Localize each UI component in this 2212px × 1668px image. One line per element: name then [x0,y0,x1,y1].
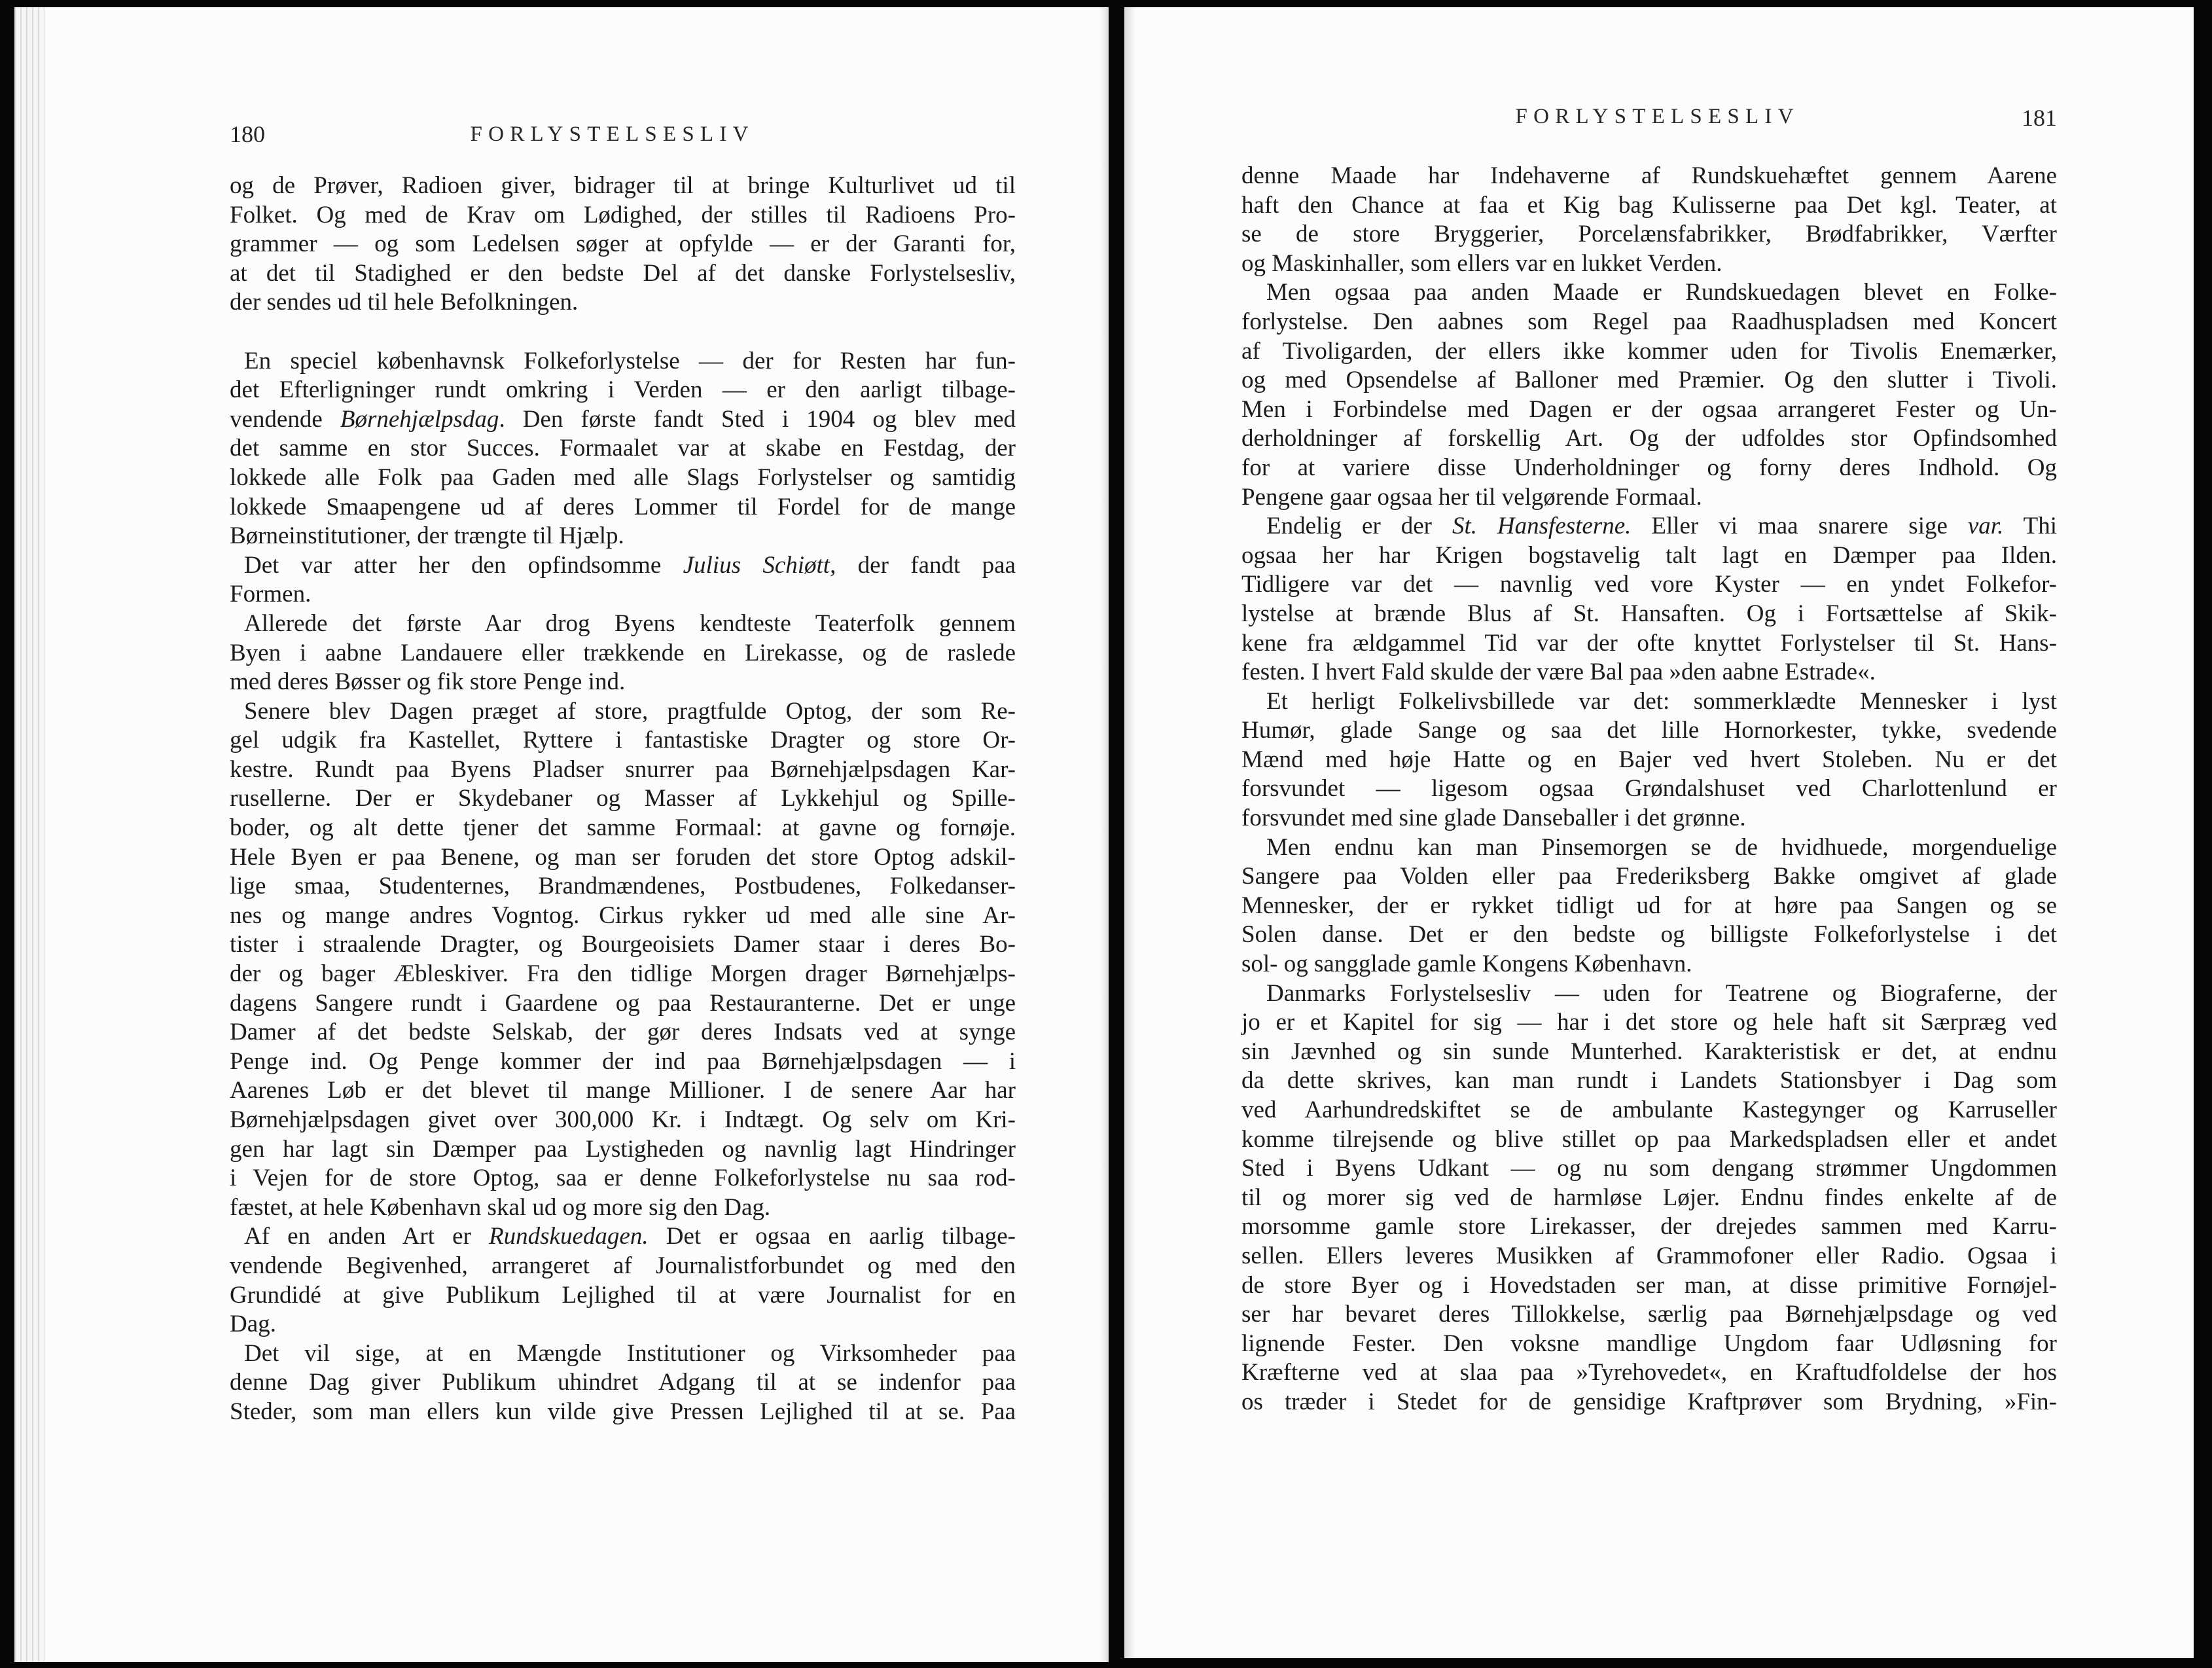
text-line: Men endnu kan man Pinsemorgen se de hvidhuede, morgenduelige [1266,833,2057,861]
text-line: sellen. Ellers leveres Musikken af Grammofoner eller Radio. Ogsaa i [1241,1242,2057,1269]
italic-run: St. Hansfesterne. [1452,513,1632,540]
page-number: 181 [2022,105,2057,131]
paragraph [1241,278,2057,512]
text-line: Sted i Byens Udkant — og nu som dengang strømmer Ungdommen [1241,1155,2057,1182]
text-line: af Tivoligarden, der ellers ikke kommer uden for Tivolis Enemærker, [1241,337,2057,365]
text-line: ogsaa her har Krigen bogstavelig talt lagt en Dæmper paa Ilden. [1241,541,2057,569]
text-run: Det er ogsaa en aarlig tilbage- [648,1223,1016,1250]
text-run: . Den første fandt Sted i 1904 og blev med [499,405,1016,433]
paragraph [1241,512,2057,687]
text-line: og de Prøver, Radioen giver, bidrager til at bringe Kulturlivet ud til [230,172,1016,199]
text-line: denne Dag giver Publikum uhindret Adgang til at se indenfor paa [230,1369,1016,1396]
text-line: fæstet, at hele København skal ud og more sig den Dag. [230,1193,771,1221]
text-line: Mænd med høje Hatte og en Bajer ved hvert Stoleben. Nu er det [1241,746,2057,773]
text-line: Tidligere var det — navnlig ved vore Kyster — en yndet Folkefor- [1241,571,2057,598]
text-line: sin Jævnhed og sin sunde Munterhed. Karakteristisk er det, at endnu [1241,1038,2057,1065]
italic-run: Rundskuedagen. [489,1223,649,1250]
text-line: lystelse at brænde Blus af St. Hansaften. Og i Fortsættelse af Skik- [1241,600,2057,627]
text-line: gen har lagt sin Dæmper paa Lystigheden og navnlig lagt Hindringer [230,1135,1016,1163]
text-line: der og bager Æbleskiver. Fra den tidlige Morgen drager Børnehjælps- [230,960,1016,988]
text-line: til og morer sig ved de harmløse Løjer. Endnu findes enkelte af de [1241,1184,2057,1211]
text-line: komme tilrejsende og blive stillet op paa Markedspladsen eller et andet [1241,1125,2057,1153]
text-run: Det var atter her den opfindsomme [244,551,683,579]
text-line: at det til Stadighed er den bedste Del af det danske Forlystelsesliv, [230,259,1016,287]
text-line: da dette skrives, kan man rundt i Landets Stationsbyer i Dag som [1241,1067,2057,1095]
text-line: lokkede Smaapengene ud af deres Lommer til Fordel for de mange [230,493,1016,520]
text-line: boder, og alt dette tjener det samme Formaal: at gavne og fornøje. [230,814,1016,842]
paragraph [230,697,1016,1223]
text-line: Dag. [230,1311,276,1338]
text-line: tister i straalende Dragter, og Bourgeoisiets Damer staar i deres Bo- [230,931,1016,958]
text-line: vendende Begivenhed, arrangeret af Journalistforbundet og med den [230,1252,1016,1279]
text-run: Eller vi maa snarere sige [1631,513,1968,540]
gutter-shadow [1124,7,1136,1658]
text-line: derholdninger af forskellig Art. Og der udfoldes stor Opfindsomhed [1241,425,2057,452]
right-book-page [1124,7,2194,1658]
text-line: lignende Fester. Den voksne mandlige Ungdom faar Udløsning for [1241,1330,2057,1357]
text-line: forsvundet med sine glade Danseballer i det grønne. [1241,805,1746,832]
text-line: Folket. Og med de Krav om Lødighed, der stilles til Radioens Pro- [230,201,1016,228]
text-line: gel udgik fra Kastellet, Ryttere i fantastiske Dragter og store Or- [230,727,1016,754]
text-line: i Vejen for de store Optog, saa er denne Folkeforlystelse nu saa rod- [230,1165,1016,1192]
text-line: Damer af det bedste Selskab, der gør deres Indsats ved at synge [230,1019,1016,1046]
text-line: sol- og sangglade gamle Kongens København. [1241,951,1692,978]
text-line: lige smaa, Studenternes, Brandmændenes, Postbudenes, Folkedanser- [230,873,1016,900]
text-line: Danmarks Forlystelsesliv — uden for Teatrene og Biograferne, der [1266,979,2057,1007]
text-run: Af en anden Art er [244,1223,490,1250]
text-run: Thi [2003,513,2058,540]
text-line: haft den Chance at faa et Kig bag Kulisserne paa Det kgl. Teater, at [1241,191,2057,219]
text-run: der fandt paa [836,551,1016,579]
text-line: Byen i aabne Landauere eller trækkende en Lirekasse, og de raslede [230,639,1016,666]
text-line: de store Byer og i Hovedstaden ser man, at disse primitive Fornøjel- [1241,1271,2057,1299]
text-line: Hele Byen er paa Benene, og man ser foruden det store Optog adskil- [230,843,1016,871]
page-stack-edge [14,7,45,1662]
text-line: se de store Bryggerier, Porcelænsfabrikker, Brødfabrikker, Værfter [1241,221,2057,248]
text-line: det Efterligninger rundt omkring i Verden — er den aarligt tilbage- [230,376,1016,404]
text-line: det samme en stor Succes. Formaalet var at skabe en Festdag, der [230,435,1016,462]
text-line: kestre. Rundt paa Byens Pladser snurrer paa Børnehjælpsdagen Kar- [230,755,1016,783]
text-run: Endelig er der [1266,513,1452,540]
running-head: FORLYSTELSESLIV [1515,105,1800,128]
text-line: ved Aarhundredskiftet se de ambulante Kastegynger og Karruseller [1241,1097,2057,1123]
text-line: lokkede alle Folk paa Gaden med alle Slags Forlystelser og samtidig [230,463,1016,491]
text-run: vendende [230,405,340,433]
text-line: der sendes ud til hele Befolkningen. [230,289,579,316]
paragraph [230,1222,1016,1339]
text-section [230,172,1016,317]
italic-run: Børnehjælpsdag [340,405,499,433]
text-line: dagens Sangere rundt i Gaardene og paa Restauranterne. Det er unge [230,989,1016,1017]
text-line [230,551,1016,581]
text-line: Et herligt Folkelivsbillede var det: sommerklædte Mennesker i lyst [1266,687,2057,715]
text-line: forsvundet — ligesom ogsaa Grøndalshuset ved Charlottenlund er [1241,775,2057,803]
text-line: jo er et Kapitel for sig — har i det store og hele haft sit Særpræg ved [1241,1009,2057,1036]
text-line: rusellerne. Der er Skydebaner og Masser af Lykkehjul og Spille- [230,785,1016,812]
text-line: Solen danse. Det er den bedste og billigste Folkeforlystelse i det [1241,921,2057,949]
text-line: Men i Forbindelse med Dagen er der ogsaa arrangeret Fester og Un- [1241,395,2057,423]
text-line: Formen. [230,581,312,608]
text-section [1241,162,2057,1417]
text-line: os træder i Stedet for de gensidige Kraftprøver som Brydning, »Fin- [1241,1388,2057,1415]
text-line: nes og mange andres Vogntog. Cirkus rykker ud med alle sine Ar- [230,901,1016,929]
text-line: En speciel københavnsk Folkeforlystelse — der for Resten har fun- [244,347,1016,374]
text-line [1241,512,2057,541]
text-line: kene fra ældgammel Tid var der ofte knyttet Forlystelser til St. Hans- [1241,629,2057,657]
text-line: grammer — og som Ledelsen søger at opfylde — er der Garanti for, [230,230,1016,258]
page-number: 180 [230,121,265,147]
text-section [230,347,1016,1427]
text-line [230,405,1016,435]
text-line: denne Maade har Indehaverne af Rundskuehæftet gennem Aarene [1241,162,2057,189]
running-head: FORLYSTELSESLIV [470,122,755,146]
text-line: Steder, som man ellers kun vilde give Pressen Lejlighed til at se. Paa [230,1398,1016,1425]
text-line: for at variere disse Underholdninger og forny deres Indhold. Og [1241,454,2057,481]
text-line: Kræfterne ved at slaa paa »Tyrehovedet«, en Kraftudfoldelse der hos [1241,1359,2057,1387]
text-line: Sangere paa Volden eller paa Frederiksberg Bakke omgivet af glade [1241,863,2057,890]
text-line: Grundidé at give Publikum Lejlighed til at være Journalist for en [230,1281,1016,1309]
text-line: Børneinstitutioner, der trængte til Hjælp. [230,522,624,550]
paragraph [1241,162,2057,278]
page-body [1241,162,2057,1417]
text-line: Allerede det første Aar drog Byens kendteste Teaterfolk gennem [244,609,1016,637]
text-line: Det vil sige, at en Mængde Institutioner og Virksomheder paa [244,1339,1016,1367]
gutter-shadow [1099,7,1109,1662]
paragraph [230,551,1016,609]
italic-run: var. [1967,513,2004,540]
text-line: festen. I hvert Fald skulde der være Bal paa »den aabne Estrade«. [1241,659,1876,686]
paragraph [1241,979,2057,1417]
paragraph [1241,833,2057,979]
text-line: forlystelse. Den aabnes som Regel paa Raadhuspladsen med Koncert [1241,308,2057,335]
text-line: og Maskinhaller, som ellers var en lukket Verden. [1241,249,1722,277]
text-line: Børnehjælpsdagen givet over 300,000 Kr. i Indtægt. Og selv om Kri- [230,1106,1016,1133]
text-line: med deres Bøsser og fik store Penge ind. [230,668,626,696]
text-line: ser har bevaret deres Tillokkelse, særlig paa Børnehjælpsdage og ved [1241,1301,2057,1328]
text-line: og med Opsendelse af Balloner med Præmier. Og den slutter i Tivoli. [1241,367,2057,394]
text-line: Pengene gaar ogsaa her til velgørende Formaal. [1241,483,1702,511]
page-body [230,172,1016,1427]
left-book-page [14,7,1109,1662]
text-line: morsomme gamle store Lirekasser, der drejedes sammen med Karru- [1241,1213,2057,1241]
paragraph [230,609,1016,697]
text-line: Senere blev Dagen præget af store, pragtfulde Optog, der som Re- [244,697,1016,725]
paragraph [1241,687,2057,833]
italic-run: Julius Schiøtt, [683,551,836,579]
paragraph [230,347,1016,551]
text-line: Penge ind. Og Penge kommer der ind paa Børnehjælpsdagen — i [230,1047,1016,1075]
text-line: Men ogsaa paa anden Maade er Rundskuedagen blevet en Folke- [1266,279,2057,306]
text-line: Aarenes Løb er det blevet til mange Millioner. I de senere Aar har [230,1077,1016,1104]
text-line [230,1222,1016,1252]
paragraph [230,172,1016,317]
paragraph [230,1339,1016,1427]
text-line: Humør, glade Sange og saa det lille Hornorkester, tykke, svedende [1241,717,2057,744]
text-line: Mennesker, der er rykket tidligt ud for at høre paa Sangen og se [1241,892,2057,919]
